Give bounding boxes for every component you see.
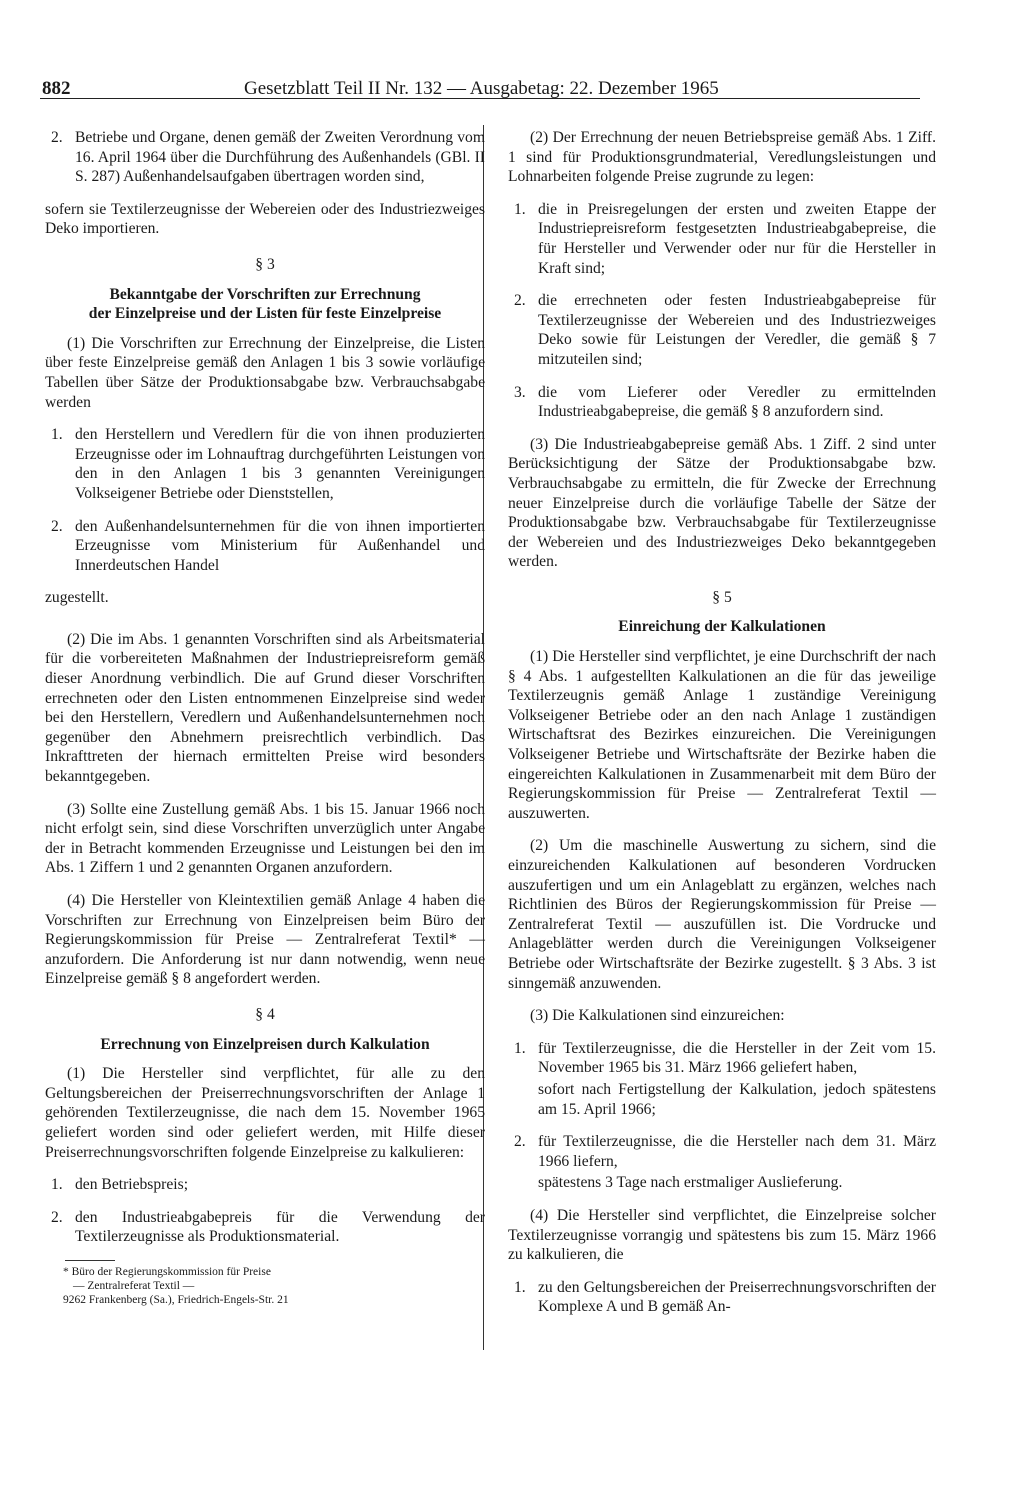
list-number: 2. [514, 1133, 526, 1151]
page-header [40, 78, 920, 106]
list-item [45, 128, 485, 187]
list-item [508, 200, 936, 278]
paragraph: (4) Die Hersteller von Kleintextilien gemäß Anlage 4 haben die Vorschriften zur Errechnung von Einzelpreisen beim Büro der Regierungskommission für Preise — Zentralreferat Textil* — anzufordern. Die Anforderung ist nur dann notwendig, wenn neue Einzelpreise gemäß § 8 angefordert werden. [45, 892, 485, 988]
list-item [45, 1208, 485, 1247]
list-item [508, 1278, 936, 1317]
page-number: 882 [42, 78, 71, 99]
footnote-line: * Büro der Regierungskommission für Preise [63, 1265, 271, 1278]
list-text: den Betriebspreis; [75, 1176, 189, 1194]
section-title-line: Bekanntgabe der Vorschriften zur Errechnung [109, 285, 421, 303]
list-text: den Herstellern und Veredlern für die von ihnen produzierten Erzeugnisse oder im Lohnauftrag durchgeführten Leistungen von den in den Anlagen 1 bis 3 genannten Vereinigungen Volkseigener Betriebe oder Dienststellen, [75, 426, 485, 502]
footnote-rule [65, 1260, 115, 1261]
paragraph: (4) Die Hersteller sind verpflichtet, die Einzelpreise solcher Textilerzeugnisse vorrangig und spätestens bis zum 15. März 1966 zu kalkulieren, die [508, 1206, 936, 1264]
list-item [45, 517, 485, 576]
list-item [45, 425, 485, 503]
footnote-line: 9262 Frankenberg (Sa.), Friedrich-Engels-Str. 21 [63, 1293, 289, 1306]
list-number: 3. [514, 383, 526, 401]
list-number: 1. [514, 1278, 526, 1296]
section-number: § 4 [255, 1005, 275, 1023]
list-number: 2. [514, 292, 526, 310]
section-number: § 3 [255, 255, 275, 273]
list-item [508, 1132, 936, 1193]
list-subtext: spätestens 3 Tage nach erstmaliger Auslieferung. [538, 1174, 843, 1192]
paragraph: (2) Die im Abs. 1 genannten Vorschriften sind als Arbeitsmaterial für die vorbereiteten Maßnahmen der Industriepreisreform gemäß dieser Anordnung verbindlich. Die auf Grund dieser Vorschriften errechneten oder den Listen entnommenen Einzelpreise sind weder bei den Herstellern, Veredlern und Außenhandelsunternehmen noch gegenüber den Abnehmern preisrechtlich verbindlich. Das Inkrafttreten der hiernach ermittelten Preise wird besonders bekanntgegeben. [45, 630, 485, 786]
section-title [45, 285, 485, 324]
paragraph: sofern sie Textilerzeugnisse der Webereien oder des Industriezweiges Deko importieren. [45, 200, 485, 238]
paragraph: (1) Die Vorschriften zur Errechnung der Einzelpreise, die Listen über feste Einzelpreise gemäß den Anlagen 1 bis 3 sowie vorläufige Tabellen über Sätze der Produktionsabgabe bzw. Verbrauchsabgabe werden [45, 334, 485, 411]
paragraph: (1) Die Hersteller sind verpflichtet, je eine Durchschrift der nach § 4 Abs. 1 aufgestellten Kalkulationen an die für das jeweilige Textilerzeugnis gemäß Anlage 1 zuständige Vereinigung Volkseigener Betriebe oder an den nach Anlage 1 zuständigen Wirtschaftsrat des Bezirkes einzureichen. Die Vereinigungen Volkseigener Betriebe und Wirtschaftsräte der Bezirke haben die eingereichten Kalkulationen in Zusammenarbeit mit dem Büro der Regierungskommission für Preise — Zentralreferat Textil — auszuwerten. [508, 648, 936, 822]
list-number: 1. [51, 1176, 63, 1194]
paragraph: (1) Die Hersteller sind verpflichtet, für alle zu den Geltungsbereichen der Preiserrechnungsvorschriften der Anlage 1 gehörenden Textilerzeugnisse, die nach dem 15. November 1965 geliefert worden sind oder geliefert werden, mit Hilfe dieser Preiserrechnungsvorschriften folgende Einzelpreise zu kalkulieren: [45, 1065, 485, 1161]
list-subtext: sofort nach Fertigstellung der Kalkulation, jedoch spätestens am 15. April 1966; [538, 1080, 936, 1118]
header-rule [40, 98, 920, 99]
list-item [508, 1039, 936, 1119]
running-title: Gesetzblatt Teil II Nr. 132 — Ausgabetag: 22. Dezember 1965 [244, 78, 719, 99]
paragraph: (2) Der Errechnung der neuen Betriebspreise gemäß Abs. 1 Ziff. 1 sind für Produktionsgrundmaterial, Veredlungsleistungen und Lohnarbeiten folgende Preise zugrunde zu legen: [508, 129, 936, 186]
list-text: die in Preisregelungen der ersten und zweiten Etappe der Industriepreisreform festgesetzten Industrieabgabepreise, die für Hersteller und Verwender oder nur für die Hersteller in Kraft sind; [538, 200, 936, 277]
list-number: 2. [51, 517, 63, 535]
left-column [45, 128, 485, 1307]
list-text: für Textilerzeugnisse, die die Hersteller nach dem 31. März 1966 liefern, [538, 1133, 936, 1170]
list-item [508, 291, 936, 369]
list-text: den Außenhandelsunternehmen für die von ihnen importierten Erzeugnisse vom Ministerium für Außenhandel und Innerdeutschen Handel [75, 517, 485, 574]
paragraph: (3) Die Kalkulationen sind einzureichen: [530, 1007, 785, 1025]
section-title: Einreichung der Kalkulationen [618, 618, 826, 636]
list-number: 1. [514, 200, 526, 218]
paragraph: (3) Sollte eine Zustellung gemäß Abs. 1 bis 15. Januar 1966 noch nicht erfolgt sein, sind diese Vorschriften unverzüglich unter Angabe der in Betracht kommenden Erzeugnisse und Leistungen bei den im Abs. 1 Ziffern 1 und 2 genannten Organen anzufordern. [45, 800, 485, 877]
list-text: die vom Lieferer oder Veredler zu ermittelnden Industrieabgabepreise, die gemäß § 8 anzufordern sind. [538, 383, 936, 421]
list-number: 1. [51, 426, 63, 444]
list-text: Betriebe und Organe, denen gemäß der Zweiten Verordnung vom 16. April 1964 über die Durchführung des Außenhandels (GBl. II S. 287) Außenhandelsaufgaben übertragen worden sind, [75, 129, 485, 186]
list-item [45, 1175, 485, 1195]
list-text: den Industrieabgabepreis für die Verwendung der Textilerzeugnisse als Produktionsmaterial. [75, 1208, 485, 1246]
section-number: § 5 [712, 588, 732, 606]
paragraph: (2) Um die maschinelle Auswertung zu sichern, sind die einzureichenden Kalkulationen auf besonderen Vordrucken auszufertigen und um ein Anlageblatt zu ergänzen, welches nach Richtlinien des Büros der Regierungskommission für Preise — Zentralreferat Textil — auszufüllen ist. Die Vordrucke und Anlageblätter werden durch die Vereinigungen Volkseigener Betriebe oder Wirtschaftsräte der Bezirke zugestellt. § 3 Abs. 3 ist sinngemäß anzuwenden. [508, 837, 936, 992]
list-text: für Textilerzeugnisse, die die Hersteller in der Zeit vom 15. November 1965 bis 31. März 1966 geliefert haben, [538, 1039, 936, 1077]
list-text: zu den Geltungsbereichen der Preiserrechnungsvorschriften der Komplexe A und B gemäß An- [538, 1278, 936, 1316]
list-number: 2. [51, 1208, 63, 1226]
section-title-line: der Einzelpreise und der Listen für feste Einzelpreise [88, 305, 442, 323]
footnote [45, 1265, 485, 1307]
right-column [508, 128, 936, 1330]
footnote-line: — Zentralreferat Textil — [73, 1279, 195, 1292]
paragraph: zugestellt. [45, 589, 109, 607]
section-title: Errechnung von Einzelpreisen durch Kalkulation [100, 1035, 430, 1053]
list-item [508, 383, 936, 422]
list-number: 1. [514, 1039, 526, 1057]
paragraph: (3) Die Industrieabgabepreise gemäß Abs. 1 Ziff. 2 sind unter Berücksichtigung der Sätze der Produktionsabgabe bzw. Verbrauchsabgabe zu ermitteln, die für Zwecke der Errechnung neuer Einzelpreise durch die vorläufige Tabelle der Sätze der Produktionsabgabe bzw. Verbrauchsabgabe für Textilerzeugnisse der Webereien und des Industriezweiges Deko bekanntgegeben werden. [508, 435, 936, 571]
list-number: 2. [51, 129, 63, 146]
list-text: die errechneten oder festen Industrieabgabepreise für Textilerzeugnisse der Webereien und des Industriezweiges Deko sowie für Leistungen der Veredler, die gemäß § 7 mitzuteilen sind; [538, 292, 936, 368]
